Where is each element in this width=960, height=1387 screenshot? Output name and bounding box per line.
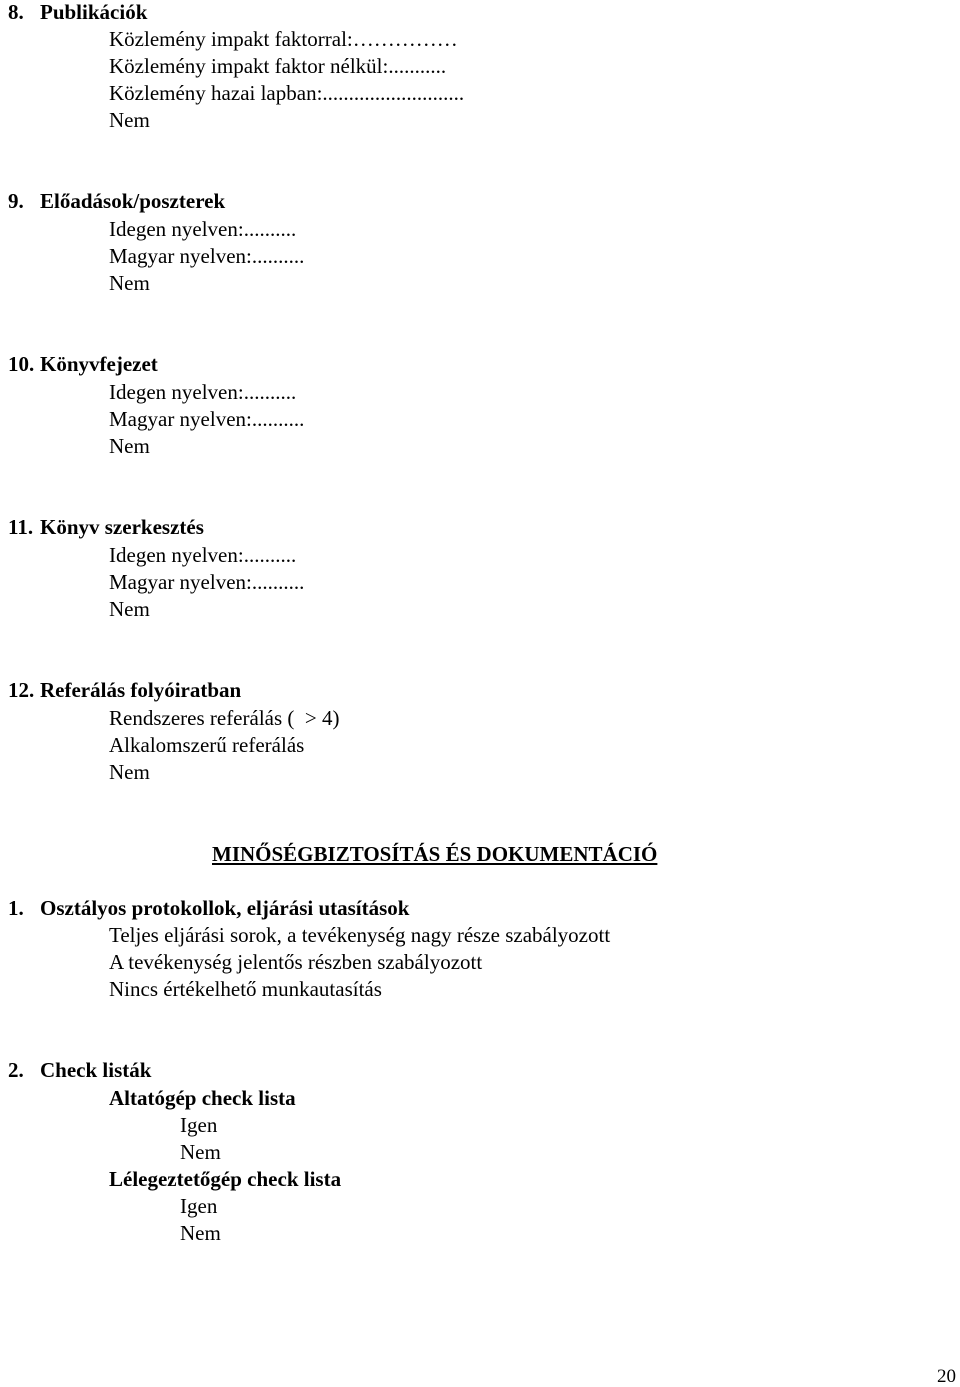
list-item: Idegen nyelven:.......... bbox=[109, 543, 297, 567]
section-number: 8. bbox=[8, 0, 24, 24]
list-item: Nem bbox=[109, 760, 150, 784]
subsection-title: Lélegeztetőgép check lista bbox=[109, 1167, 342, 1191]
section-11-heading bbox=[8, 515, 204, 539]
list-item: Nem bbox=[109, 434, 150, 458]
quality-section-1-heading bbox=[8, 896, 409, 920]
list-item: Nincs értékelhető munkautasítás bbox=[109, 977, 382, 1001]
section-title: Előadások/poszterek bbox=[40, 189, 226, 213]
section-number: 12. bbox=[8, 678, 35, 702]
list-item: Alkalomszerű referálás bbox=[109, 733, 305, 757]
section-title: Publikációk bbox=[40, 0, 148, 24]
list-item: Magyar nyelven:.......... bbox=[109, 407, 305, 431]
section-10-heading bbox=[8, 352, 158, 376]
list-item: Közlemény impakt faktorral:…………… bbox=[109, 27, 458, 51]
list-item: Rendszeres referálás ( > 4) bbox=[109, 706, 340, 730]
list-item: Idegen nyelven:.......... bbox=[109, 380, 297, 404]
list-item: Közlemény impakt faktor nélkül:........... bbox=[109, 54, 447, 78]
list-item: Nem bbox=[180, 1140, 221, 1164]
section-title: Referálás folyóiratban bbox=[40, 678, 242, 702]
list-item: Magyar nyelven:.......... bbox=[109, 570, 305, 594]
section-number: 9. bbox=[8, 189, 24, 213]
subsection-title: Altatógép check lista bbox=[109, 1086, 296, 1110]
list-item: Teljes eljárási sorok, a tevékenység nagy része szabályozott bbox=[109, 923, 611, 947]
list-item: Igen bbox=[180, 1194, 218, 1218]
section-number: 2. bbox=[8, 1058, 24, 1082]
quality-section-2-heading bbox=[8, 1058, 151, 1082]
section-title: Könyvfejezet bbox=[40, 352, 158, 376]
list-item: Magyar nyelven:.......... bbox=[109, 244, 305, 268]
list-item: Idegen nyelven:.......... bbox=[109, 217, 297, 241]
section-8-heading bbox=[8, 0, 147, 24]
list-item: Nem bbox=[109, 108, 150, 132]
section-main-heading: MINŐSÉGBIZTOSÍTÁS ÉS DOKUMENTÁCIÓ bbox=[212, 842, 658, 866]
section-9-heading bbox=[8, 189, 225, 213]
list-item: Közlemény hazai lapban:........................... bbox=[109, 81, 465, 105]
list-item: Nem bbox=[109, 597, 150, 621]
page-number: 20 bbox=[937, 1366, 956, 1387]
section-title: Osztályos protokollok, eljárási utasítások bbox=[40, 896, 410, 920]
list-item: A tevékenység jelentős részben szabályozott bbox=[109, 950, 483, 974]
section-number: 10. bbox=[8, 352, 35, 376]
section-12-heading bbox=[8, 678, 241, 702]
section-title: Check listák bbox=[40, 1058, 152, 1082]
section-number: 11. bbox=[8, 515, 34, 539]
section-number: 1. bbox=[8, 896, 24, 920]
list-item: Nem bbox=[109, 271, 150, 295]
section-title: Könyv szerkesztés bbox=[40, 515, 204, 539]
list-item: Igen bbox=[180, 1113, 218, 1137]
list-item: Nem bbox=[180, 1221, 221, 1245]
